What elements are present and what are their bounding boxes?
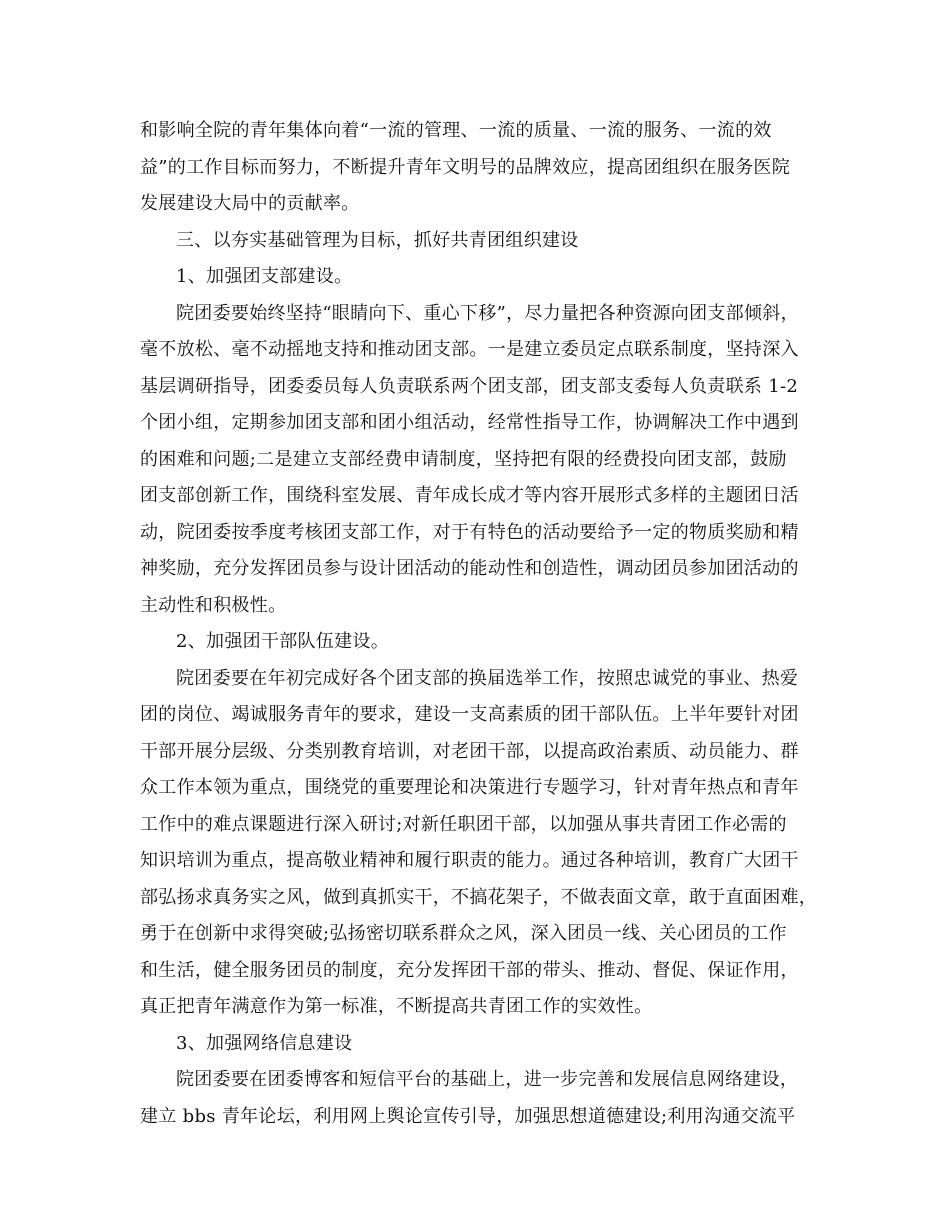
text-line: 团支部创新工作，围绕科室发展、青年成长成才等内容开展形式多样的主题团日活: [140, 485, 799, 506]
text-line: 神奖励，充分发挥团员参与设计团活动的能动性和创造性，调动团员参加团活动的: [140, 558, 799, 579]
text-line: 工作中的难点课题进行深入研讨;对新任职团干部，以加强从事共青团工作必需的: [140, 813, 787, 835]
document-body: [140, 113, 820, 1135]
text-line: 益”的工作目标而努力，不断提升青年文明号的品牌效应，提高团组织在服务医院: [140, 156, 790, 178]
text-line: 部弘扬求真务实之风，做到真抓实干，不搞花架子，不做表面文章，敢于直面困难，: [140, 886, 818, 908]
text-line: 院团委要在年初完成好各个团支部的换届选举工作，按照忠诚党的事业、热爱: [176, 667, 799, 689]
text-line: 干部开展分层级、分类别教育培训，对老团干部，以提高政治素质、动员能力、群: [140, 740, 799, 762]
subsection-heading: 1、加强团支部建设。: [176, 266, 353, 287]
text-line: 院团委要始终坚持“眼睛向下、重心下移”，尽力量把各种资源向团支部倾斜，: [176, 302, 799, 324]
text-line: 众工作本领为重点，围绕党的重要理论和决策进行专题学习，针对青年热点和青年: [140, 777, 799, 798]
section-heading: 三、以夯实基础管理为目标，抓好共青团组织建设: [176, 229, 579, 251]
text-line: 个团小组，定期参加团支部和团小组活动，经常性指导工作，协调解决工作中遇到: [140, 412, 799, 433]
text-line: 和影响全院的青年集体向着“一流的管理、一流的质量、一流的服务、一流的效: [140, 120, 772, 141]
text-line: 团的岗位、竭诚服务青年的要求，建设一支高素质的团干部队伍。上半年要针对团: [140, 704, 799, 725]
subsection-heading: 3、加强网络信息建设: [176, 1032, 353, 1054]
text-line: 基层调研指导，团委委员每人负责联系两个团支部，团支部支委每人负责联系 1-2: [140, 375, 799, 397]
text-line: 和生活，健全服务团员的制度，充分发挥团干部的带头、推动、督促、保证作用，: [140, 959, 799, 981]
text-line: 发展建设大局中的贡献率。: [140, 193, 360, 214]
text-line: 主动性和积极性。: [140, 594, 287, 616]
subsection-heading: 2、加强团干部队伍建设。: [176, 631, 390, 652]
text-line: 毫不放松、毫不动摇地支持和推动团支部。一是建立委员定点联系制度，坚持深入: [140, 339, 799, 360]
text-line: 的困难和问题;二是建立支部经费申请制度，坚持把有限的经费投向团支部，鼓励: [140, 448, 787, 470]
text-line: 建立 bbs 青年论坛，利用网上舆论宣传引导，加强思想道德建设;利用沟通交流平: [140, 1105, 796, 1127]
text-line: 院团委要在团委博客和短信平台的基础上，进一步完善和发展信息网络建设，: [176, 1069, 799, 1090]
text-line: 勇于在创新中求得突破;弘扬密切联系群众之风，深入团员一线、关心团员的工作: [140, 923, 787, 944]
text-line: 动，院团委按季度考核团支部工作，对于有特色的活动要给予一定的物质奖励和精: [140, 521, 799, 543]
text-line: 真正把青年满意作为第一标准，不断提高共青团工作的实效性。: [140, 996, 653, 1017]
text-line: 知识培训为重点，提高敬业精神和履行职责的能力。通过各种培训，教育广大团干: [140, 850, 799, 871]
